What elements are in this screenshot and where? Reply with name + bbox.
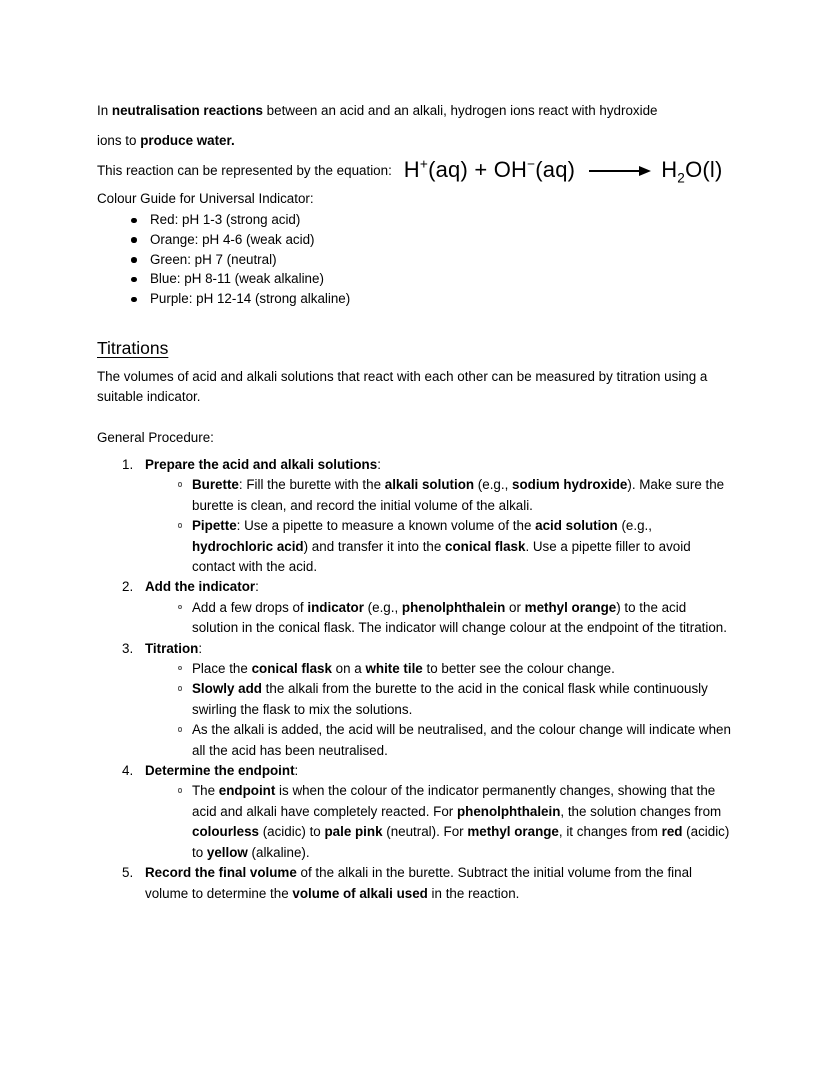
- body-text: Place the: [192, 661, 252, 677]
- chemical-equation: [403, 156, 723, 186]
- eq-product-sub: 2: [677, 170, 686, 186]
- emphasis-text: colourless: [192, 824, 259, 840]
- list-item-label: Green: pH 7 (neutral): [150, 251, 277, 267]
- list-item: [97, 250, 731, 270]
- step-title-label: Prepare the acid and alkali solutions: [145, 456, 378, 472]
- eq-oh: OH: [493, 157, 528, 182]
- body-text: . Use a pipette filler to avoid contact with the acid.: [192, 538, 691, 575]
- titrations-intro: The volumes of acid and alkali solutions that react with each other can be measured by titration using a suitable indicator.: [97, 368, 708, 405]
- emphasis-text: hydrochloric acid: [192, 538, 304, 554]
- procedure-substep: [145, 598, 731, 639]
- procedure-substep: [145, 781, 731, 863]
- eq-h-charge: +: [419, 156, 429, 172]
- body-text: As the alkali is added, the acid will be neutralised, and the colour change will indicate when all the acid has been neutralised.: [192, 722, 731, 758]
- body-text: The: [192, 783, 219, 799]
- colour-guide-list: [97, 210, 731, 309]
- hollow-bullet-icon: [178, 727, 182, 731]
- bullet-icon: [131, 297, 137, 303]
- reaction-arrow-icon: [589, 166, 651, 176]
- procedure-substep: [145, 475, 731, 516]
- list-item: [97, 210, 731, 230]
- step-number: 3.: [122, 640, 134, 656]
- list-item: [97, 269, 731, 289]
- emphasis-text: red: [661, 824, 683, 840]
- eq-product-h: H: [661, 157, 678, 182]
- step-title: [145, 761, 731, 781]
- body-text: to better see the colour change.: [422, 661, 615, 677]
- list-item-label: Red: pH 1-3 (strong acid): [150, 212, 301, 227]
- intro-line-2-pre: ions to: [97, 133, 141, 148]
- intro-line-1-bold: neutralisation reactions: [111, 103, 263, 118]
- emphasis-text: phenolphthalein: [456, 803, 561, 819]
- body-text: of the alkali in the burette. Subtract the initial volume from the final volume to determine the: [145, 865, 693, 901]
- list-item: [97, 289, 731, 309]
- body-text: (neutral). For: [382, 824, 468, 840]
- step-title-tail: :: [377, 456, 381, 472]
- step-title-tail: :: [294, 763, 299, 779]
- hollow-bullet-icon: [178, 605, 182, 609]
- step-number: 1.: [122, 456, 134, 472]
- list-item-label: Orange: pH 4-6 (weak acid): [150, 231, 315, 247]
- emphasis-text: endpoint: [218, 783, 276, 799]
- list-item-label: Blue: pH 8-11 (weak alkaline): [150, 271, 324, 287]
- body-text: is when the colour of the indicator permanently changes, showing that the acid and alkali have completely reacted. For: [192, 783, 716, 819]
- intro-line-2: [97, 126, 731, 156]
- intro-line-2-bold: produce water.: [140, 133, 235, 148]
- body-text: on a: [331, 661, 366, 677]
- intro-line-1: [97, 96, 731, 126]
- procedure-step: [97, 577, 731, 638]
- body-text: or: [505, 599, 525, 615]
- step-number: 5.: [122, 865, 134, 881]
- emphasis-text: pale pink: [324, 824, 383, 840]
- step-number: 4.: [122, 763, 134, 779]
- body-text: (e.g.,: [474, 477, 513, 493]
- procedure-label: General Procedure:: [97, 429, 214, 445]
- eq-h-state: (aq): [428, 157, 468, 182]
- step-title: [145, 863, 731, 904]
- emphasis-text: conical flask: [445, 538, 526, 554]
- hollow-bullet-icon: [178, 482, 182, 486]
- body-text: ). Make sure the burette is clean, and record the initial volume of the alkali.: [192, 477, 725, 513]
- eq-oh-charge: −: [527, 156, 536, 172]
- hollow-bullet-icon: [178, 686, 182, 690]
- body-text: , it changes from: [558, 824, 662, 840]
- eq-oh-state: (aq): [535, 157, 576, 182]
- emphasis-text: Pipette: [192, 518, 237, 534]
- body-text: : Fill the burette with the: [238, 477, 385, 493]
- body-text: the alkali from the burette to the acid in the conical flask while continuously swirling the flask to mix the solutions.: [192, 681, 708, 717]
- procedure-step: [97, 455, 731, 577]
- procedure-substep-list: [145, 598, 731, 639]
- procedure-substep-list: [145, 659, 731, 761]
- procedure-substep: [145, 516, 731, 577]
- procedure-substep-list: [145, 475, 731, 577]
- procedure-list: [97, 455, 731, 904]
- emphasis-text: white tile: [365, 661, 423, 677]
- step-title: [145, 455, 731, 475]
- bullet-icon: [131, 277, 137, 283]
- hollow-bullet-icon: [178, 666, 182, 670]
- emphasis-text: sodium hydroxide: [512, 477, 628, 493]
- emphasis-text: methyl orange: [467, 824, 559, 840]
- emphasis-text: acid solution: [535, 518, 618, 534]
- body-text: (alkaline).: [247, 844, 310, 860]
- eq-product-state: (l): [702, 157, 723, 182]
- emphasis-text: indicator: [307, 599, 364, 615]
- body-text: , the solution changes from: [560, 803, 722, 819]
- step-title-tail: :: [255, 579, 259, 595]
- eq-product-o: O: [685, 157, 703, 182]
- body-text: (acidic) to: [192, 824, 730, 860]
- step-title-label: Add the indicator: [145, 579, 256, 595]
- step-number: 2.: [122, 579, 134, 595]
- emphasis-text: alkali solution: [384, 477, 475, 493]
- hollow-bullet-icon: [178, 523, 182, 527]
- body-text: : Use a pipette to measure a known volume of the: [236, 518, 536, 534]
- body-text: (acidic) to: [258, 824, 325, 840]
- list-item: [97, 230, 731, 250]
- bullet-icon: [131, 218, 137, 224]
- procedure-substep-list: [145, 781, 731, 863]
- procedure-substep: [145, 720, 731, 761]
- step-title-tail: :: [198, 640, 203, 656]
- equation-row: [97, 156, 731, 186]
- emphasis-text: yellow: [206, 844, 248, 860]
- body-text: (e.g.,: [363, 599, 402, 615]
- hollow-bullet-icon: [178, 788, 182, 792]
- emphasis-text: methyl orange: [524, 599, 617, 615]
- body-text: in the reaction.: [427, 885, 520, 901]
- list-item-label: Purple: pH 12-14 (strong alkaline): [150, 291, 351, 307]
- body-text: ) to the acid solution in the conical flask. The indicator will change colour at the endpoint of the titration.: [192, 599, 727, 636]
- document-content: [97, 96, 731, 904]
- colour-guide-title: Colour Guide for Universal Indicator:: [97, 191, 314, 206]
- emphasis-text: Record the final volume: [145, 865, 297, 881]
- eq-plus: +: [474, 157, 488, 182]
- emphasis-text: Burette: [192, 477, 239, 493]
- step-title-label: Titration: [145, 640, 199, 656]
- procedure-substep: [145, 659, 731, 679]
- step-title: [145, 577, 731, 597]
- bullet-icon: [131, 237, 137, 243]
- procedure-step: [97, 639, 731, 761]
- page-title: Titrations: [97, 337, 169, 358]
- intro-line-1-post: between an acid and an alkali, hydrogen ions react with hydroxide: [262, 103, 658, 118]
- step-title: [145, 639, 731, 659]
- body-text: ) and transfer it into the: [303, 538, 446, 554]
- step-title-label: Determine the endpoint: [145, 763, 295, 779]
- emphasis-text: volume of alkali used: [292, 885, 428, 901]
- body-text: Add a few drops of: [192, 599, 308, 615]
- emphasis-text: conical flask: [251, 661, 332, 677]
- emphasis-text: phenolphthalein: [401, 599, 506, 615]
- bullet-icon: [131, 257, 137, 263]
- intro-line-1-pre: In: [97, 103, 112, 118]
- eq-h: H: [403, 157, 420, 182]
- equation-lead-text: This reaction can be represented by the equation:: [97, 163, 392, 178]
- procedure-step: [97, 863, 731, 904]
- procedure-step: [97, 761, 731, 863]
- procedure-substep: [145, 679, 731, 720]
- emphasis-text: Slowly add: [192, 681, 262, 697]
- body-text: (e.g.,: [617, 518, 652, 534]
